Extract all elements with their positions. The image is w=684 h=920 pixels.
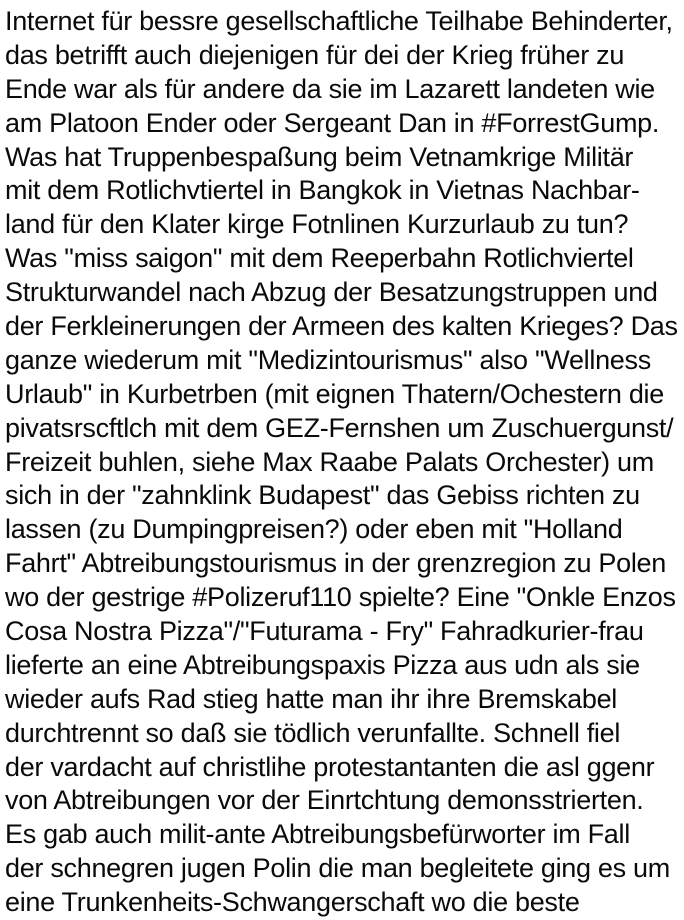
text-line: der schnegren jugen Polin die man begleitete ging es um (5, 853, 670, 884)
text-line: sich in der "zahnklink Budapest" das Gebiss richten zu (5, 480, 640, 511)
text-line: Urlaub" in Kurbetrben (mit eignen Thatern/Ochestern die (5, 378, 664, 409)
text-line: Cosa Nostra Pizza"/"Futurama - Fry" Fahradkurier-frau (5, 616, 644, 647)
text-line: Es gab auch milit-ante Abtreibungsbefürworter im Fall (5, 819, 630, 850)
text-line: am Platoon Ender oder Sergeant Dan in #ForrestGump. (5, 107, 660, 138)
text-line: mit dem Rotlichvtiertel in Bangkok in Vietnas Nachbar- (5, 175, 640, 206)
text-line: ganze wiederum mit "Medizintourismus" also "Wellness (5, 344, 651, 375)
text-line: der vardacht auf christlihe protestantanten die asl ggenr (5, 751, 655, 782)
text-line: Fahrt" Abtreibungstourismus in der grenzregion zu Polen (5, 548, 666, 579)
text-line: eine Trunkenheits-Schwangerschaft wo die beste (5, 887, 580, 918)
text-line: Was hat Truppenbespaßung beim Vetnamkrige Militär (5, 141, 634, 172)
text-line: das betrifft auch diejenigen für dei der Krieg früher zu (5, 39, 625, 70)
text-line: pivatsrscftlch mit dem GEZ-Fernshen um Zuschuergunst/ (5, 412, 674, 443)
text-line: Ende war als für andere da sie im Lazarett landeten wie (5, 73, 655, 104)
text-line: Strukturwandel nach Abzug der Besatzungstruppen und (5, 277, 658, 308)
text-line: land für den Klater kirge Fotnlinen Kurzurlaub zu tun? (5, 209, 629, 240)
text-line: lassen (zu Dumpingpreisen?) oder eben mit "Holland (5, 514, 623, 545)
text-line: Freizeit buhlen, siehe Max Raabe Palats Orchester) um (5, 446, 654, 477)
text-line: durchtrennt so daß sie tödlich verunfallte. Schnell fiel (5, 717, 621, 748)
text-line: von Abtreibungen vor der Einrtchtung demonsstrierten. (5, 785, 644, 816)
text-line: Internet für bessre gesellschaftliche Teilhabe Behinderter, (5, 6, 673, 36)
text-line: lieferte an eine Abtreibungspaxis Pizza aus udn als sie (5, 649, 640, 680)
text-line: der Ferkleinerungen der Armeen des kalten Krieges? Das (5, 311, 678, 342)
text-line: wieder aufs Rad stieg hatte man ihr ihre Bremskabel (5, 683, 618, 714)
text-line: Was "miss saigon" mit dem Reeperbahn Rotlichviertel (5, 243, 634, 274)
text-line: wo der gestrige #Polizeruf110 spielte? Eine "Onkle Enzos (5, 582, 676, 613)
